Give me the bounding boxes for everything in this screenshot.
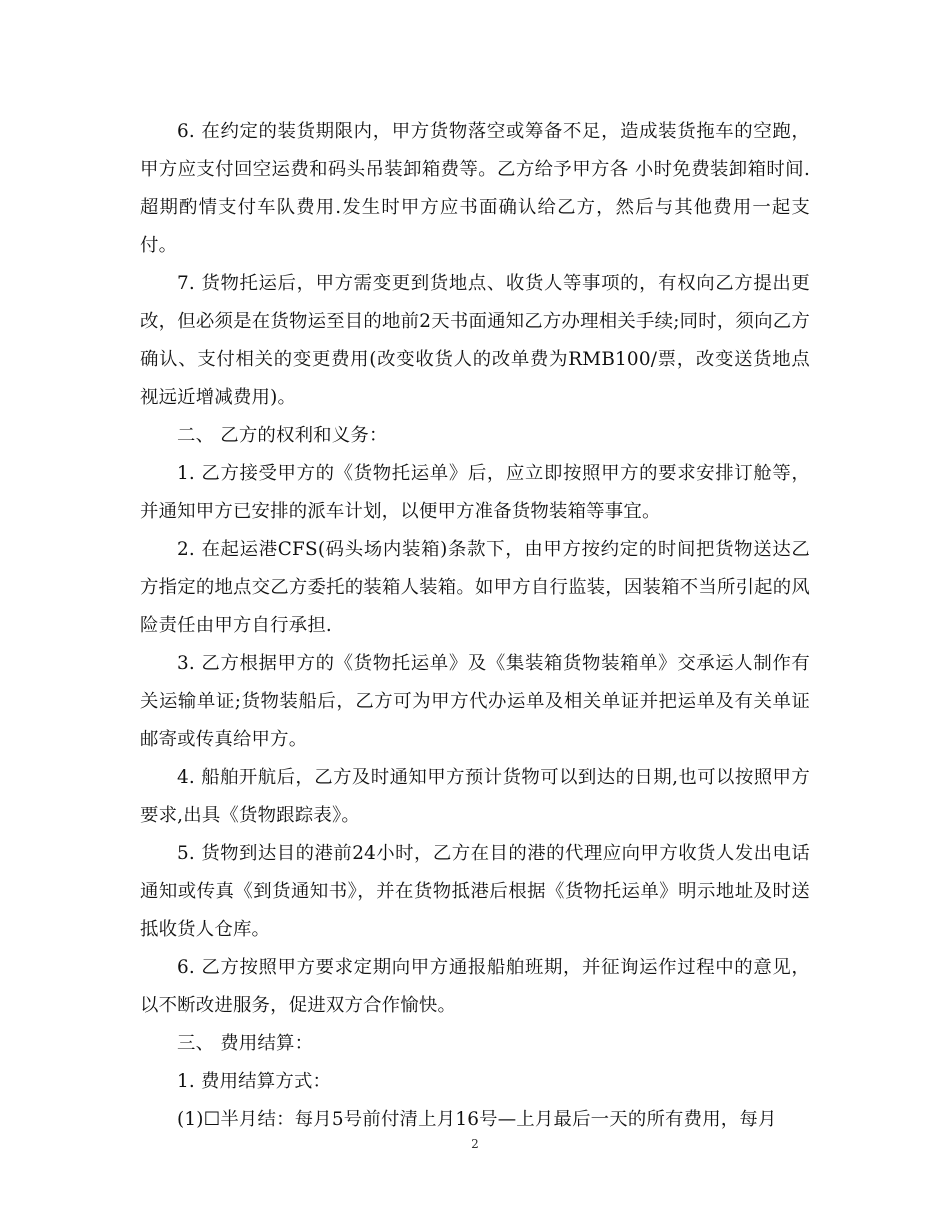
document-body: [140, 113, 810, 1139]
clause-paragraph-2-2-cfs-packing: 2. 在起运港CFS(码头场内装箱)条款下，由甲方按约定的时间把货物送达乙方指定的地点交乙方委托的装箱人装箱。如甲方自行监装，因装箱不当所引起的风险责任由甲方自行承担.: [140, 539, 810, 636]
clause-paragraph-2-6-schedule-report: 6. 乙方按照甲方要求定期向甲方通报船舶班期，并征询运作过程中的意见，以不断改进服务，促进双方合作愉快。: [140, 957, 810, 1016]
clause-paragraph-3-1-settlement-method: 1. 费用结算方式：: [177, 1071, 332, 1092]
clause-paragraph-3-1-1-half-month: (1)☐半月结：每月5号前付清上月16号—上月最后一天的所有费用，每月: [177, 1109, 777, 1130]
clause-paragraph-2-3-shipping-documents: 3. 乙方根据甲方的《货物托运单》及《集装箱货物装箱单》交承运人制作有关运输单证;货物装船后，乙方可为甲方代办运单及相关单证并把运单及有关单证邮寄或传真给甲方。: [140, 653, 810, 750]
clause-paragraph-1-6-loading-period: 6. 在约定的装货期限内，甲方货物落空或筹备不足，造成装货拖车的空跑，甲方应支付回空运费和码头吊装卸箱费等。乙方给予甲方各 小时免费装卸箱时间.超期酌情支付车队费用.发生时甲方应书面确认给乙方，然后与其他费用一起支付。: [140, 121, 810, 256]
clause-paragraph-2-1-booking: 1. 乙方接受甲方的《货物托运单》后，应立即按照甲方的要求安排订舱等，并通知甲方已安排的派车计划，以便甲方准备货物装箱等事宜。: [140, 463, 810, 522]
page-number: 2: [471, 1137, 479, 1151]
clause-paragraph-2-4-departure-notice: 4. 船舶开航后，乙方及时通知甲方预计货物可以到达的日期,也可以按照甲方要求,出具《货物跟踪表》。: [140, 767, 810, 826]
clause-paragraph-1-7-change-of-delivery: 7. 货物托运后，甲方需变更到货地点、收货人等事项的，有权向乙方提出更改，但必须是在货物运至目的地前2天书面通知乙方办理相关手续;同时，须向乙方确认、支付相关的变更费用(改变收货人的改单费为RMB100/票，改变送货地点视远近增减费用)。: [140, 273, 810, 408]
section-heading-fee-settlement: 三、 费用结算：: [177, 1033, 314, 1054]
clause-paragraph-2-5-arrival-notice: 5. 货物到达目的港前24小时，乙方在目的港的代理应向甲方收货人发出电话通知或传真《到货通知书》，并在货物抵港后根据《货物托运单》明示地址及时送抵收货人仓库。: [140, 843, 810, 940]
section-heading-party-b-rights: 二、 乙方的权利和义务：: [177, 425, 388, 446]
